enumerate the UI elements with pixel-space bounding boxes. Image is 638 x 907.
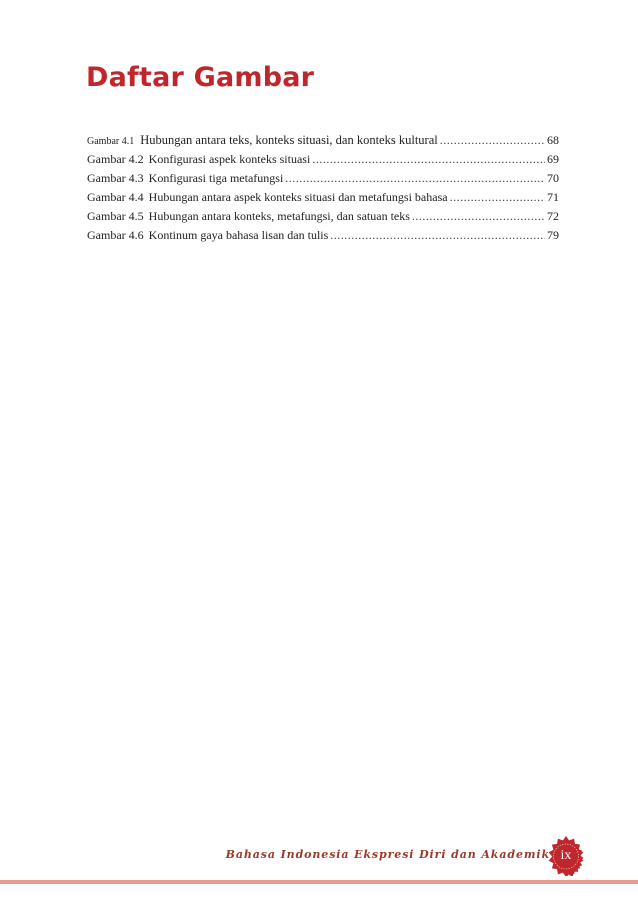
page-title: Daftar Gambar (86, 62, 315, 93)
figure-number: Gambar 4.2 (87, 152, 144, 166)
dot-leader (330, 226, 545, 245)
figure-caption: Konfigurasi aspek konteks situasi (148, 152, 311, 166)
toc-entry[interactable] (87, 226, 559, 245)
page-number: 72 (547, 209, 559, 223)
page-number: 69 (547, 152, 559, 166)
footer-page-number: ix (560, 848, 572, 863)
figure-caption: Hubungan antara teks, konteks situasi, dan konteks kultural (140, 133, 438, 147)
figure-number: Gambar 4.4 (87, 190, 144, 204)
dot-leader (285, 169, 545, 188)
figure-number: Gambar 4.6 (87, 228, 144, 242)
toc-entry[interactable] (87, 150, 559, 169)
page-number: 79 (547, 228, 559, 242)
page-number: 70 (547, 171, 559, 185)
list-of-figures (87, 131, 559, 245)
dot-leader (412, 207, 545, 226)
figure-number: Gambar 4.5 (87, 209, 144, 223)
figure-caption: Konfigurasi tiga metafungsi (148, 171, 284, 185)
dot-leader (440, 131, 545, 150)
figure-caption: Kontinum gaya bahasa lisan dan tulis (148, 228, 329, 242)
page-number: 71 (547, 190, 559, 204)
page-number-badge (546, 836, 586, 876)
toc-entry[interactable] (87, 207, 559, 226)
page-number: 68 (547, 133, 559, 147)
toc-entry[interactable] (87, 131, 559, 150)
book-title: Bahasa Indonesia Ekspresi Diri dan Akademik (225, 848, 550, 861)
figure-number: Gambar 4.3 (87, 171, 144, 185)
dot-leader (312, 150, 545, 169)
toc-entry[interactable] (87, 169, 559, 188)
figure-number: Gambar 4.1 (87, 136, 135, 147)
dot-leader (450, 188, 545, 207)
toc-entry[interactable] (87, 188, 559, 207)
footer-rule (0, 880, 638, 884)
figure-caption: Hubungan antara konteks, metafungsi, dan satuan teks (148, 209, 410, 223)
figure-caption: Hubungan antara aspek konteks situasi dan metafungsi bahasa (148, 190, 448, 204)
